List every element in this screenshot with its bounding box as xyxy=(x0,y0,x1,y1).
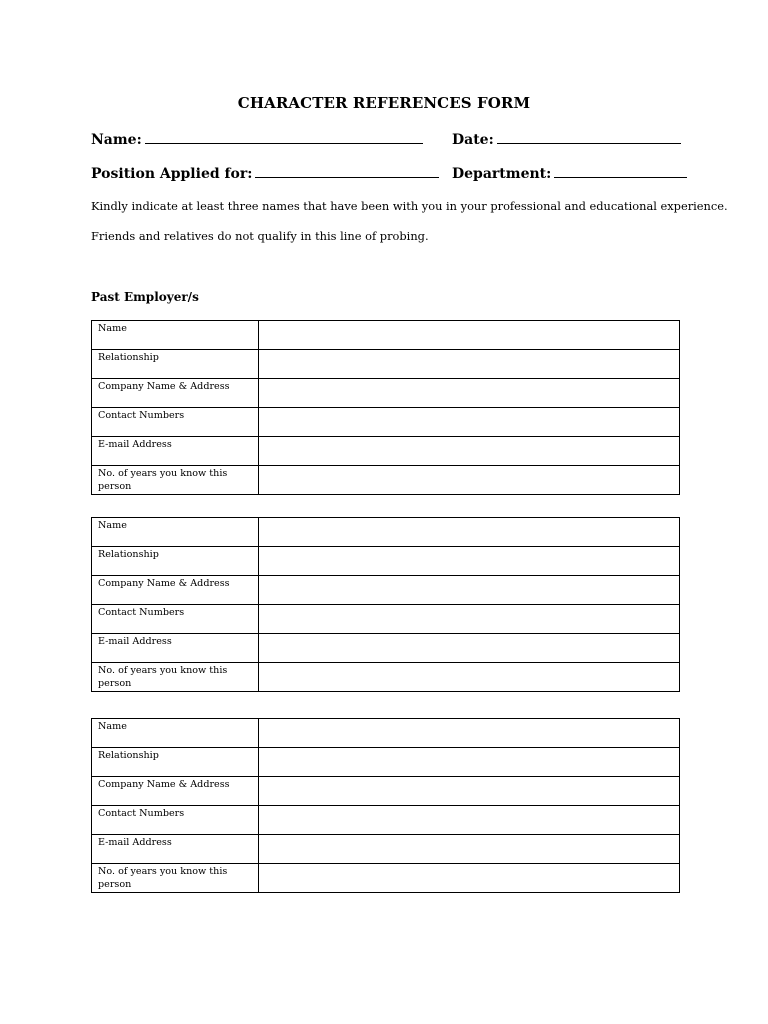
email-label: E-mail Address xyxy=(92,437,259,466)
form-title: CHARACTER REFERENCES FORM xyxy=(237,94,531,112)
department-blank[interactable] xyxy=(554,165,687,178)
relationship-label: Relationship xyxy=(92,748,259,777)
position-blank[interactable] xyxy=(255,165,439,178)
relationship-value-cell[interactable] xyxy=(259,748,680,777)
table-row xyxy=(92,777,680,806)
years-label: No. of years you know this person xyxy=(92,466,259,495)
name-label: Name xyxy=(92,321,259,350)
section-title: Past Employer/s xyxy=(91,290,199,304)
table-row xyxy=(92,663,680,692)
table-row xyxy=(92,748,680,777)
contact-label: Contact Numbers xyxy=(92,408,259,437)
name-label: Name: xyxy=(91,132,142,148)
relationship-label: Relationship xyxy=(92,350,259,379)
company-value-cell[interactable] xyxy=(259,777,680,806)
position-row xyxy=(91,165,439,182)
table-row xyxy=(92,576,680,605)
department-row xyxy=(452,165,687,182)
name-value-cell[interactable] xyxy=(259,518,680,547)
contact-value-cell[interactable] xyxy=(259,408,680,437)
company-value-cell[interactable] xyxy=(259,379,680,408)
years-value-cell[interactable] xyxy=(259,466,680,495)
contact-label: Contact Numbers xyxy=(92,605,259,634)
company-label: Company Name & Address xyxy=(92,777,259,806)
name-value-cell[interactable] xyxy=(259,719,680,748)
table-row xyxy=(92,408,680,437)
contact-value-cell[interactable] xyxy=(259,605,680,634)
contact-label: Contact Numbers xyxy=(92,806,259,835)
reference-table-3 xyxy=(91,718,680,893)
table-row xyxy=(92,605,680,634)
table-row xyxy=(92,321,680,350)
company-value-cell[interactable] xyxy=(259,576,680,605)
department-label: Department: xyxy=(452,166,552,182)
email-label: E-mail Address xyxy=(92,835,259,864)
table-row xyxy=(92,719,680,748)
years-label: No. of years you know this person xyxy=(92,864,259,893)
reference-table-2 xyxy=(91,517,680,692)
company-label: Company Name & Address xyxy=(92,576,259,605)
contact-value-cell[interactable] xyxy=(259,806,680,835)
reference-table-1 xyxy=(91,320,680,495)
instruction-text: Kindly indicate at least three names that have been with you in your professional and educational experience. xyxy=(91,199,728,213)
name-row xyxy=(91,131,423,148)
table-row xyxy=(92,864,680,893)
name-value-cell[interactable] xyxy=(259,321,680,350)
name-label: Name xyxy=(92,518,259,547)
date-label: Date: xyxy=(452,132,494,148)
table-row xyxy=(92,466,680,495)
table-row xyxy=(92,379,680,408)
qualification-note: Friends and relatives do not qualify in this line of probing. xyxy=(91,229,429,243)
email-value-cell[interactable] xyxy=(259,437,680,466)
table-row xyxy=(92,806,680,835)
table-row xyxy=(92,634,680,663)
table-row xyxy=(92,350,680,379)
table-row xyxy=(92,518,680,547)
name-label: Name xyxy=(92,719,259,748)
relationship-value-cell[interactable] xyxy=(259,350,680,379)
table-row xyxy=(92,437,680,466)
relationship-label: Relationship xyxy=(92,547,259,576)
email-value-cell[interactable] xyxy=(259,835,680,864)
date-blank[interactable] xyxy=(497,131,681,144)
years-value-cell[interactable] xyxy=(259,864,680,893)
table-row xyxy=(92,835,680,864)
table-row xyxy=(92,547,680,576)
relationship-value-cell[interactable] xyxy=(259,547,680,576)
years-label: No. of years you know this person xyxy=(92,663,259,692)
date-row xyxy=(452,131,681,148)
email-label: E-mail Address xyxy=(92,634,259,663)
years-value-cell[interactable] xyxy=(259,663,680,692)
name-blank[interactable] xyxy=(145,131,423,144)
email-value-cell[interactable] xyxy=(259,634,680,663)
company-label: Company Name & Address xyxy=(92,379,259,408)
position-label: Position Applied for: xyxy=(91,166,253,182)
